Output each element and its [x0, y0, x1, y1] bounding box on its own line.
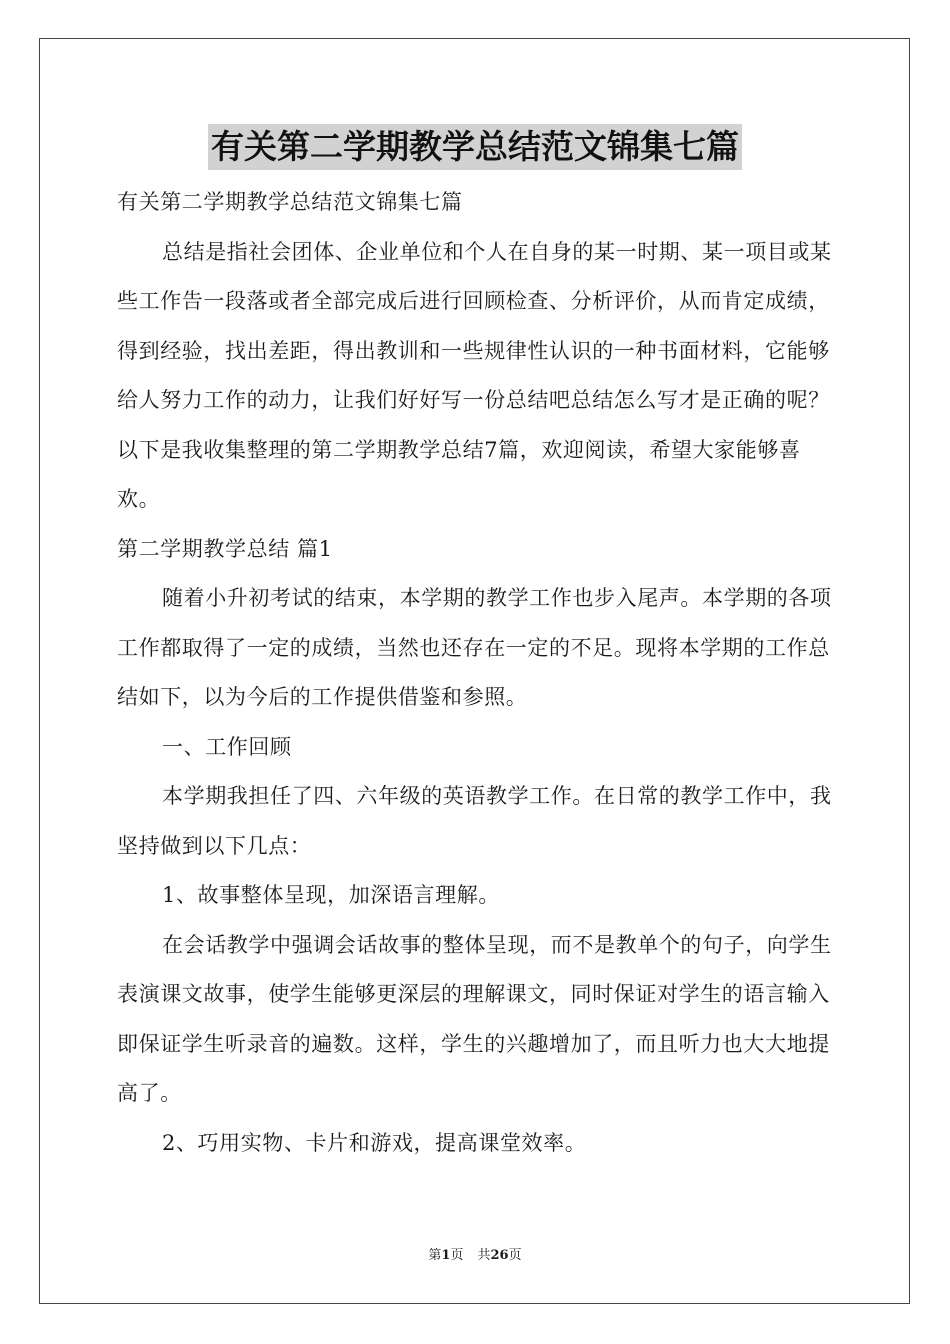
page-suffix: 页	[450, 1248, 464, 1263]
paragraph: 随着小升初考试的结束，本学期的教学工作也步入尾声。本学期的各项工作都取得了一定的成绩，当然也还存在一定的不足。现将本学期的工作总结如下，以为今后的工作提供借鉴和参照。	[117, 586, 832, 709]
paragraph: 本学期我担任了四、六年级的英语教学工作。在日常的教学工作中，我坚持做到以下几点：	[117, 784, 832, 858]
page-total: 26	[490, 1248, 509, 1263]
paragraph: 在会话教学中强调会话故事的整体呈现，而不是教单个的句子，向学生表演课文故事，使学生能够更深层的理解课文，同时保证对学生的语言输入即保证学生听录音的遍数。这样，学生的兴趣增加了，而且听力也大大地提高了。	[117, 932, 832, 1105]
total-suffix: 页	[508, 1248, 522, 1263]
list-item: 2、巧用实物、卡片和游戏，提高课堂效率。	[162, 1130, 587, 1155]
section-heading: 第二学期教学总结 篇1	[117, 536, 333, 561]
paragraph: 有关第二学期教学总结范文锦集七篇	[117, 190, 463, 214]
page-prefix: 第	[428, 1248, 442, 1263]
paragraph: 总结是指社会团体、企业单位和个人在自身的某一时期、某一项目或某些工作告一段落或者全部完成后进行回顾检查、分析评价，从而肯定成绩，得到经验，找出差距，得出教训和一些规律性认识的一种书面材料，它能够给人努力工作的动力，让我们好好写一份总结吧总结怎么写才是正确的呢？以下是我收集整理的第二学期教学总结7篇，欢迎阅读，希望大家能够喜欢。	[117, 239, 832, 511]
page-footer	[0, 1246, 950, 1266]
document-title: 有关第二学期教学总结范文锦集七篇	[208, 124, 742, 170]
title-wrap	[0, 124, 950, 170]
total-prefix: 共	[477, 1248, 491, 1263]
page-number: 1	[441, 1248, 451, 1263]
subsection-heading: 一、工作回顾	[162, 734, 292, 759]
document-body	[117, 178, 833, 1168]
list-item: 1、故事整体呈现，加深语言理解。	[162, 883, 500, 907]
